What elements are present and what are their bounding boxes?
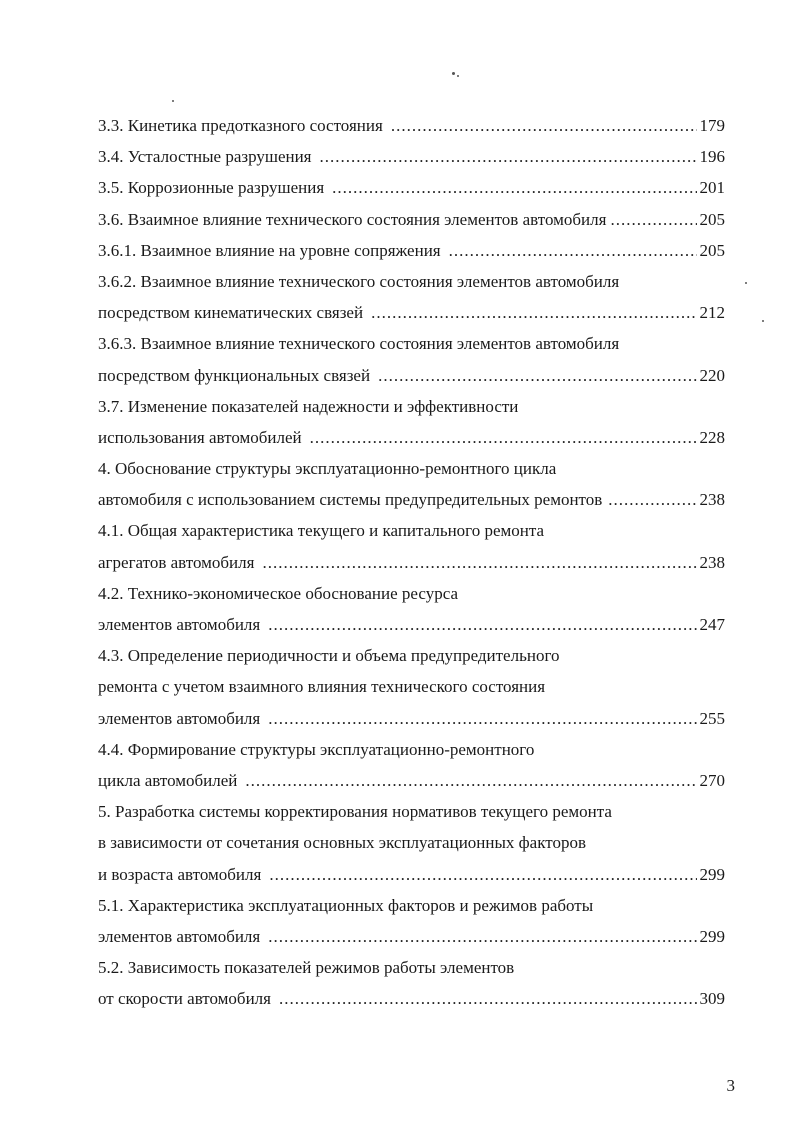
- toc-entry-page: 270: [699, 770, 725, 790]
- toc-entry-title: 3.6.3. Взаимное влияние технического состояния элементов автомобиля: [98, 334, 620, 354]
- toc-entry-page: 179: [699, 116, 725, 135]
- toc-entry-page: 309: [699, 989, 725, 1009]
- toc-entry-title: 4.4. Формирование структуры эксплуатационно-ремонтного: [98, 739, 535, 759]
- toc-entry-title-end: элементов автомобиля: [98, 708, 261, 728]
- scan-speck: [762, 320, 764, 322]
- toc-entry[interactable]: [98, 609, 725, 640]
- dot-leader: [245, 765, 696, 796]
- toc-entry-page: 212: [699, 303, 725, 323]
- toc-entry[interactable]: [98, 765, 725, 796]
- dot-leader: [449, 235, 697, 266]
- toc-entry-line[interactable]: [98, 671, 725, 702]
- dot-leader: [320, 141, 697, 172]
- toc-entry-page: 201: [699, 178, 725, 198]
- toc-entry-title: 3.5. Коррозионные разрушения: [98, 178, 325, 198]
- toc-entry-title-end: и возраста автомобиля: [98, 864, 262, 884]
- toc-entry-page: 299: [699, 926, 725, 946]
- toc-entry-page: 205: [699, 209, 725, 229]
- toc-entry-title: 4.2. Технико-экономическое обоснование ресурса: [98, 583, 458, 603]
- toc-entry-title: в зависимости от сочетания основных эксплуатационных факторов: [98, 833, 586, 853]
- toc-entry-line[interactable]: [98, 827, 725, 858]
- dot-leader: [391, 110, 697, 141]
- toc-entry-title-end: посредством кинематических связей: [98, 303, 364, 323]
- toc-entry[interactable]: [98, 547, 725, 578]
- toc-entry[interactable]: [98, 360, 725, 391]
- scan-speck: [172, 100, 174, 102]
- dot-leader: [310, 422, 697, 453]
- toc-entry-title: 5.1. Характеристика эксплуатационных факторов и режимов работы: [98, 895, 594, 915]
- toc-entry-line[interactable]: [98, 890, 725, 921]
- toc-entry[interactable]: [98, 703, 725, 734]
- scan-speck: [452, 72, 455, 75]
- dot-leader: [262, 547, 696, 578]
- toc-entry[interactable]: [98, 172, 725, 203]
- dot-leader: [378, 360, 696, 391]
- toc-entry-title-end: цикла автомобилей: [98, 770, 238, 790]
- toc-entry-title-end: посредством функциональных связей: [98, 365, 371, 385]
- toc-entry-title: 5. Разработка системы корректирования нормативов текущего ремонта: [98, 802, 612, 822]
- toc-entry-title: 4. Обоснование структуры эксплуатационно-ремонтного цикла: [98, 459, 557, 479]
- toc-entry-line[interactable]: [98, 453, 725, 484]
- toc-entry-title: 5.2. Зависимость показателей режимов работы элементов: [98, 958, 515, 978]
- toc-entry-page: 238: [699, 552, 725, 572]
- toc-entry-title: ремонта с учетом взаимного влияния технического состояния: [98, 677, 546, 697]
- dot-leader: [269, 859, 696, 890]
- toc-entry-title-end: элементов автомобиля: [98, 926, 261, 946]
- scan-speck: [745, 282, 747, 284]
- toc-entry-line[interactable]: [98, 391, 725, 422]
- toc-entry-page: 196: [699, 147, 725, 167]
- toc-entry-line[interactable]: [98, 328, 725, 359]
- dot-leader: [279, 983, 697, 1014]
- toc-entry-line[interactable]: [98, 515, 725, 546]
- toc-entry-title: 4.3. Определение периодичности и объема предупредительного: [98, 646, 560, 666]
- toc-entry[interactable]: [98, 235, 725, 266]
- toc-entry-title-end: элементов автомобиля: [98, 615, 261, 634]
- dot-leader: [268, 921, 696, 952]
- toc-entry[interactable]: [98, 484, 725, 515]
- dot-leader: [608, 484, 696, 515]
- dot-leader: [268, 703, 696, 734]
- toc-entry[interactable]: [98, 983, 725, 1014]
- toc-entry[interactable]: [98, 859, 725, 890]
- toc-entry-title-end: автомобиля с использованием системы предупредительных ремонтов: [98, 490, 603, 510]
- toc-entry-line[interactable]: [98, 796, 725, 827]
- toc-entry-title-end: от скорости автомобиля: [98, 989, 271, 1009]
- toc-entry-title: 3.7. Изменение показателей надежности и эффективности: [98, 396, 519, 416]
- dot-leader: [610, 204, 696, 235]
- toc-entry[interactable]: [98, 141, 725, 172]
- toc-entry-page: 205: [699, 240, 725, 260]
- toc-entry[interactable]: [98, 297, 725, 328]
- dot-leader: [332, 172, 696, 203]
- toc-entry[interactable]: [98, 921, 725, 952]
- toc-entry-page: 255: [699, 708, 725, 728]
- toc-entry-page: 299: [699, 864, 725, 884]
- dot-leader: [268, 609, 696, 640]
- toc-entry-title: 3.6.1. Взаимное влияние на уровне сопряжения: [98, 240, 441, 260]
- toc-entry-line[interactable]: [98, 578, 725, 609]
- toc-entry-page: 228: [699, 427, 725, 447]
- toc-entry-line[interactable]: [98, 734, 725, 765]
- toc-entry[interactable]: [98, 422, 725, 453]
- toc-entry-line[interactable]: [98, 952, 725, 983]
- dot-leader: [371, 297, 696, 328]
- toc-entry-title-end: агрегатов автомобиля: [98, 552, 255, 572]
- toc-entry-title: 3.6.2. Взаимное влияние технического состояния элементов автомобиля: [98, 271, 620, 291]
- toc-entry[interactable]: [98, 204, 725, 235]
- toc-entry-title-end: использования автомобилей: [98, 427, 302, 447]
- toc-entry-title: 3.4. Усталостные разрушения: [98, 147, 312, 167]
- toc-entry-page: 247: [699, 615, 725, 634]
- toc-entry-line[interactable]: [98, 640, 725, 671]
- toc-entry-page: 238: [699, 490, 725, 510]
- page-number: 3: [726, 1076, 735, 1095]
- toc-entry-title: 3.6. Взаимное влияние технического состояния элементов автомобиля: [98, 209, 607, 229]
- toc-entry-title: 4.1. Общая характеристика текущего и капитального ремонта: [98, 521, 545, 541]
- scan-speck: [457, 75, 459, 77]
- toc-entry-page: 220: [699, 365, 725, 385]
- toc-entry[interactable]: [98, 110, 725, 141]
- table-of-contents: [98, 110, 725, 1014]
- toc-entry-title: 3.3. Кинетика предотказного состояния: [98, 116, 383, 135]
- toc-entry-line[interactable]: [98, 266, 725, 297]
